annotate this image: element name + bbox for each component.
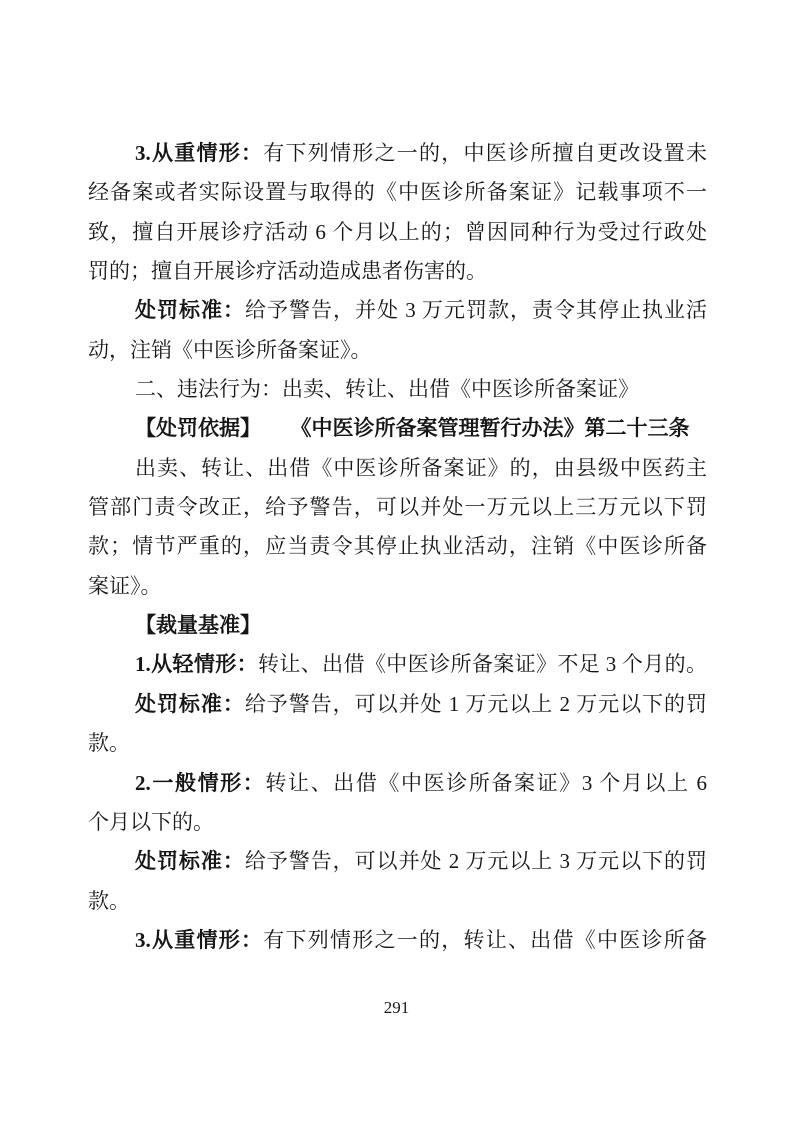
text-run: 款。	[88, 888, 130, 913]
text-line heading-line	[88, 409, 707, 448]
text-run: 动，注销《中医诊所备案证》。	[88, 337, 372, 362]
text-line	[88, 764, 707, 803]
text-run: 转让、出借《中医诊所备案证》不足 3 个月的。	[258, 652, 708, 677]
bold-run: 处罚标准：	[135, 298, 245, 323]
text-run: 个月以下的。	[88, 809, 214, 834]
text-run: 罚的；擅自开展诊疗活动造成患者伤害的。	[88, 259, 487, 284]
text-line	[88, 645, 707, 684]
text-run: 出卖、转让、出借《中医诊所备案证》的，由县级中医药主	[135, 455, 707, 480]
text-line	[88, 370, 707, 409]
text-line	[88, 842, 707, 881]
text-run: 有下列情形之一的，中医诊所擅自更改设置未	[263, 141, 707, 165]
text-line	[88, 213, 707, 252]
text-line	[88, 252, 707, 291]
text-line heading-line	[88, 606, 707, 645]
bold-run: 【处罚依据】	[135, 416, 261, 441]
text-line	[88, 331, 707, 370]
bold-run: 1.从轻情形：	[135, 652, 259, 677]
text-run: 经备案或者实际设置与取得的《中医诊所备案证》记载事项不一	[88, 180, 707, 205]
text-run: 款。	[88, 731, 130, 756]
bold-run: 2.一般情形：	[135, 770, 266, 795]
text-run: 案证》。	[88, 573, 162, 598]
document-body	[88, 134, 707, 960]
bold-run: 处罚标准：	[135, 849, 245, 874]
text-line	[88, 291, 707, 330]
text-line	[88, 685, 707, 724]
text-line	[88, 449, 707, 488]
bold-run: 《中医诊所备案管理暂行办法》第二十三条	[301, 416, 690, 441]
page-number: 291	[383, 998, 410, 1017]
text-run: 给予警告，并处 3 万元罚款，责令其停止执业活	[245, 298, 707, 323]
text-run: 款；情节严重的，应当责令其停止执业活动，注销《中医诊所备	[88, 534, 707, 559]
text-line	[88, 488, 707, 527]
text-line	[88, 803, 707, 842]
bold-run: 处罚标准：	[135, 691, 245, 716]
text-line	[88, 921, 707, 960]
text-run: 给予警告，可以并处 1 万元以上 2 万元以下的罚	[244, 691, 708, 716]
text-line	[88, 134, 707, 173]
bold-run: 3.从重情形：	[135, 927, 264, 952]
text-line	[88, 724, 707, 763]
bold-run: 【裁量基准】	[135, 613, 261, 638]
text-line	[88, 882, 707, 921]
text-line	[88, 173, 707, 212]
text-run: 致，擅自开展诊疗活动 6 个月以上的；曾因同种行为受过行政处	[88, 219, 707, 244]
text-run: 给予警告，可以并处 2 万元以上 3 万元以下的罚	[244, 849, 708, 874]
text-line	[88, 527, 707, 566]
bold-run: 3.从重情形：	[135, 141, 264, 165]
text-run: 转让、出借《中医诊所备案证》3 个月以上 6	[265, 770, 708, 795]
text-run: 管部门责令改正，给予警告，可以并处一万元以上三万元以下罚	[88, 495, 707, 520]
text-line	[88, 567, 707, 606]
text-run: 二、违法行为：出卖、转让、出借《中医诊所备案证》	[135, 377, 639, 402]
text-run: 有下列情形之一的，转让、出借《中医诊所备	[263, 927, 707, 952]
